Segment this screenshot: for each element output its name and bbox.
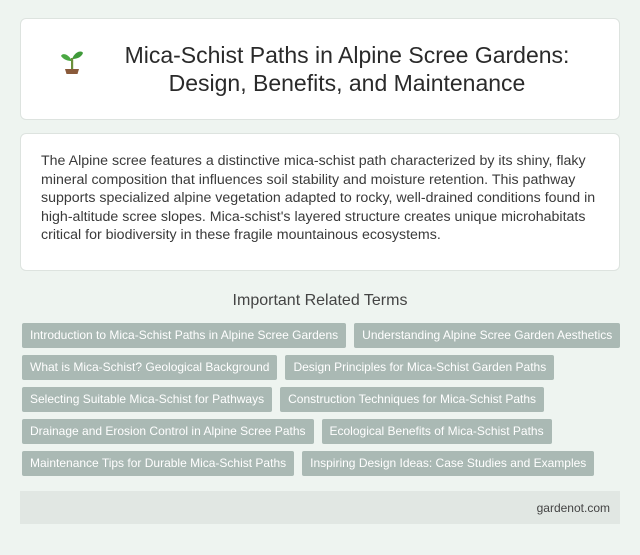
page-title: Mica-Schist Paths in Alpine Scree Gardens: Design, Benefits, and Maintenance [124, 42, 570, 96]
related-term-tag[interactable]: Construction Techniques for Mica-Schist Paths [280, 387, 544, 412]
related-term-tag[interactable]: Ecological Benefits of Mica-Schist Paths [322, 419, 552, 444]
related-term-tag[interactable]: Inspiring Design Ideas: Case Studies and Examples [302, 451, 594, 476]
header-inner [53, 41, 587, 97]
sprout-icon [59, 47, 85, 75]
footer-site-link[interactable]: gardenot.com [536, 500, 610, 515]
related-terms-heading: Important Related Terms [232, 292, 408, 309]
related-term-tag[interactable]: Maintenance Tips for Durable Mica-Schist Paths [22, 451, 294, 476]
related-term-tag[interactable]: Selecting Suitable Mica-Schist for Pathways [22, 387, 272, 412]
related-term-tag[interactable]: Introduction to Mica-Schist Paths in Alpine Scree Gardens [22, 323, 346, 348]
related-term-tag[interactable]: Drainage and Erosion Control in Alpine Scree Paths [22, 419, 314, 444]
summary-text: The Alpine scree features a distinctive mica-schist path characterized by its shiny, flaky mineral composition that influences soil stability and moisture retention. This pathway supports specialized alpine vegetation adapted to rocky, well-drained conditions found in high-altitude scree slopes. Mica-schist's layered structure creates unique microhabitats critical for biodiversity in these fragile mountainous ecosystems. [41, 153, 596, 243]
summary-card [20, 133, 620, 271]
related-term-tag[interactable]: Understanding Alpine Scree Garden Aesthetics [354, 323, 620, 348]
header-card [20, 18, 620, 120]
related-terms-list [22, 323, 622, 476]
related-term-tag[interactable]: What is Mica-Schist? Geological Background [22, 355, 277, 380]
footer [20, 491, 620, 524]
related-term-tag[interactable]: Design Principles for Mica-Schist Garden Paths [285, 355, 554, 380]
